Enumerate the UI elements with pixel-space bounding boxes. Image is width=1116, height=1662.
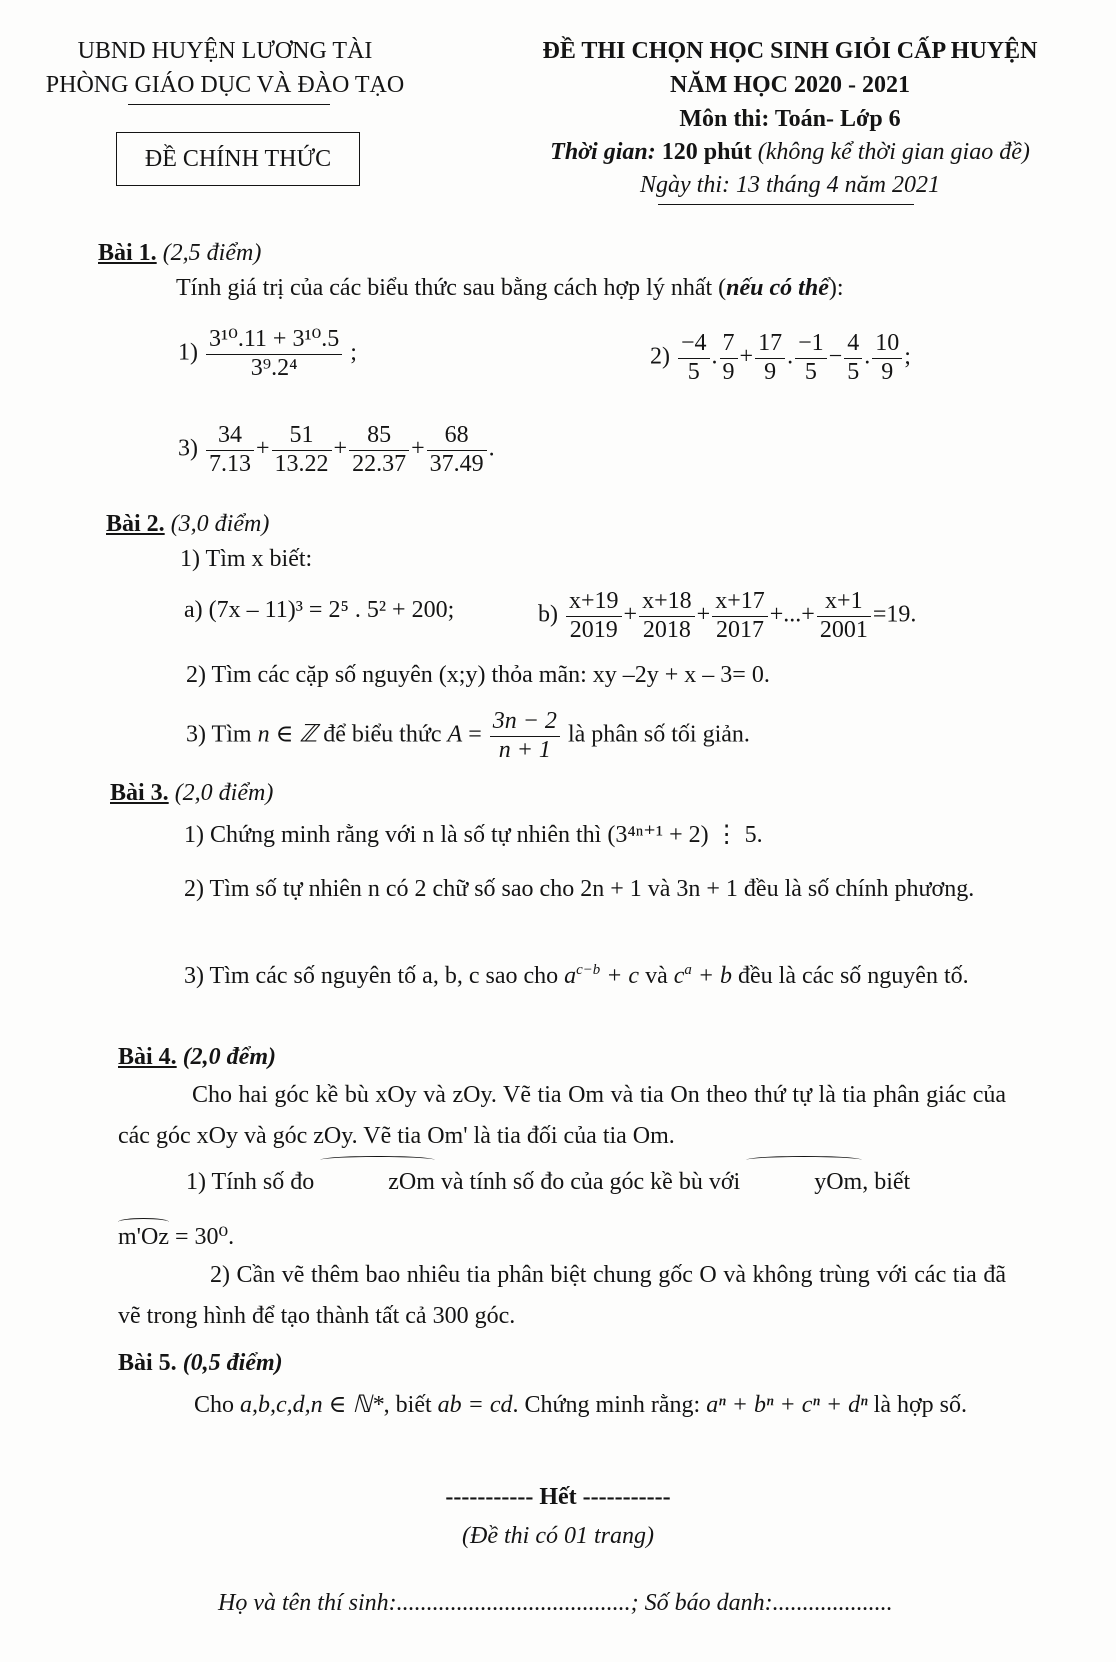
bai2-q3-pre: 3) Tìm: [186, 721, 258, 748]
bai2-title: Bài 2.: [106, 511, 165, 537]
bai1-intro-text: Tính giá trị của các biểu thức sau bằng cách hợp lý nhất (: [176, 275, 727, 301]
bai3-q3-post: đều là các số nguyên tố.: [732, 963, 969, 989]
bai4-q1-pre: 1) Tính số đo: [186, 1169, 321, 1195]
bai2-q3: 3) Tìm n ∈ ℤ để biểu thức A = $\frac{3n - 2}{n + 1}$ là phân số tối giản.: [186, 708, 750, 763]
bai4-given-value: = 30⁰.: [168, 1224, 235, 1250]
bai1-points: (2,5 điểm): [156, 240, 262, 266]
bai2-q2: 2) Tìm các cặp số nguyên (x;y) thỏa mãn: xy –2y + x – 3= 0.: [186, 662, 770, 688]
bai4-q2: 2) Cần vẽ thêm bao nhiêu tia phân biệt chung gốc O và không trùng với các tia đã vẽ trong hình để tạo thành tất cả 300 góc.: [118, 1262, 1006, 1329]
candidate-fields: Họ và tên thí sinh:.......................................; Số báo danh:....................: [218, 1590, 893, 1616]
org-line-2-text: PHÒNG GIÁO DỤC VÀ ĐÀO TẠO: [45, 72, 405, 98]
bai2-q3-post: là phân số tối giản.: [561, 721, 750, 748]
bai5-heading: [118, 1350, 283, 1377]
exam-date: Ngày thi: 13 tháng 4 năm 2021: [640, 172, 940, 198]
bai1-intro: [176, 275, 844, 302]
bai1-q3: 3) $\frac{34}{7.13}$ + $\frac{51}{13.22}$ + $\frac{85}{22.37}$ + $\frac{68}{37.49}$ .: [178, 422, 495, 477]
angle-zom: zOm: [320, 1162, 435, 1203]
bai1-intro-emphasis: nếu có thể: [726, 275, 829, 301]
bai2-q3-var: n ∈ ℤ: [257, 721, 318, 748]
bai2-q1: 1) Tìm x biết:: [180, 546, 313, 572]
bai2-q1a: a) (7x – 11)³ = 2⁵ . 5² + 200;: [184, 597, 455, 623]
bai4-intro: Cho hai góc kề bù xOy và zOy. Vẽ tia Om và tia On theo thứ tự là tia phân giác của các góc xOy và góc zOy. Vẽ tia Om' là tia đối của tia Om.: [118, 1082, 1006, 1149]
bai2-q3-mid: để biểu thức: [317, 721, 448, 748]
bai3-q1: 1) Chứng minh rằng với n là số tự nhiên thì (3⁴ⁿ⁺¹ + 2) ⋮ 5.: [184, 822, 763, 848]
bai2-heading: [106, 511, 269, 538]
official-label: ĐỀ CHÍNH THỨC: [144, 146, 332, 172]
bai5-points: (0,5 điểm): [176, 1350, 283, 1376]
bai4-q1-post: , biết: [862, 1169, 911, 1195]
bai4-given: [118, 1222, 234, 1251]
pages-note: (Đề thi có 01 trang): [462, 1523, 654, 1549]
bai5-mid: , biết: [383, 1392, 438, 1418]
bai2-q1b: b) $\frac{x+19}{2019}$ + $\frac{x+18}{2018}$ + $\frac{x+17}{2017}$ +...+ $\frac{x+1}{2001}$ =19.: [538, 588, 917, 643]
bai5-body: [118, 1385, 1006, 1426]
bai4-heading: [118, 1044, 276, 1071]
bai3-title: Bài 3.: [110, 780, 169, 806]
bai1-q1: 1) $\frac{\text{3¹⁰.11 + 3¹⁰.5}}{\text{3⁹.2⁴}}$ ;: [178, 326, 357, 381]
angle-yom: yOm: [746, 1162, 862, 1203]
subject: Môn thi: Toán- Lớp 6: [679, 106, 901, 132]
bai5-cond: ab = cd: [437, 1392, 513, 1418]
bai5-set: a,b,c,d,n ∈ ℕ*: [240, 1392, 384, 1418]
bai3-points: (2,0 điểm): [168, 780, 274, 806]
org-underline: [128, 104, 330, 105]
bai1-q1-label: 1): [178, 339, 198, 366]
q1-numerator: 3¹⁰.11 + 3¹⁰.5: [206, 326, 342, 355]
org-line-1: UBND HUYỆN LƯƠNG TÀI: [77, 38, 373, 64]
bai5-pre: Cho: [194, 1392, 241, 1418]
q1-denominator: 3⁹.2⁴: [250, 354, 298, 381]
school-year: NĂM HỌC 2020 - 2021: [670, 72, 910, 98]
bai1-title: Bài 1.: [98, 240, 157, 266]
exam-title: ĐỀ THI CHỌN HỌC SINH GIỎI CẤP HUYỆN: [542, 38, 1038, 64]
bai2-q1b-label: b): [538, 601, 558, 628]
bai4-title: Bài 4.: [118, 1044, 177, 1070]
bai1-heading: [98, 240, 261, 267]
org-line-2: [20, 72, 430, 99]
bai1-q1-fraction: [206, 326, 342, 382]
bai1-intro-end: ):: [828, 275, 844, 301]
bai1-q3-label: 3): [178, 435, 198, 462]
time-note: (không kể thời gian giao đề): [757, 139, 1030, 165]
bai2-points: (3,0 điểm): [164, 511, 270, 537]
bai5-expr: aⁿ + bⁿ + cⁿ + dⁿ: [706, 1392, 868, 1418]
bai3-q3-pre: 3) Tìm các số nguyên tố a, b, c sao cho: [184, 963, 565, 989]
angle-moz: m'Oz: [118, 1224, 169, 1250]
time-label: Thời gian:: [550, 139, 656, 165]
bai5-title: Bài 5.: [118, 1350, 177, 1376]
exam-time: [500, 139, 1080, 166]
bai3-heading: [110, 780, 273, 807]
bai5-post: là hợp số.: [867, 1392, 968, 1418]
bai5-mid2: . Chứng minh rằng:: [512, 1392, 707, 1418]
bai4-q1: [118, 1162, 1006, 1203]
bai1-q2-label: 2): [650, 343, 670, 370]
end-marker: ----------- Hết -----------: [445, 1484, 671, 1510]
bai4-q1-mid: và tính số đo của góc kề bù với: [434, 1169, 747, 1195]
bai3-q2: 2) Tìm số tự nhiên n có 2 chữ số sao cho 2n + 1 và 3n + 1 đều là số chính phương.: [184, 876, 975, 902]
bai4-points: (2,0 đểm): [176, 1044, 276, 1070]
time-value: 120 phút: [655, 139, 758, 165]
bai3-q3: 3) Tìm các số nguyên tố a, b, c sao cho $a^{c-b} + c$ và $c^a + b$ đều là các số nguyên tố.: [184, 962, 969, 989]
bai1-q2: 2) $\frac{-4}{5}$ . $\frac{7}{9}$ + $\frac{17}{9}$ . $\frac{-1}{5}$ − $\frac{4}{5}$ . $\frac{10}{9}$ ;: [650, 330, 911, 385]
date-underline: [658, 204, 914, 205]
official-label-box: [116, 132, 360, 186]
